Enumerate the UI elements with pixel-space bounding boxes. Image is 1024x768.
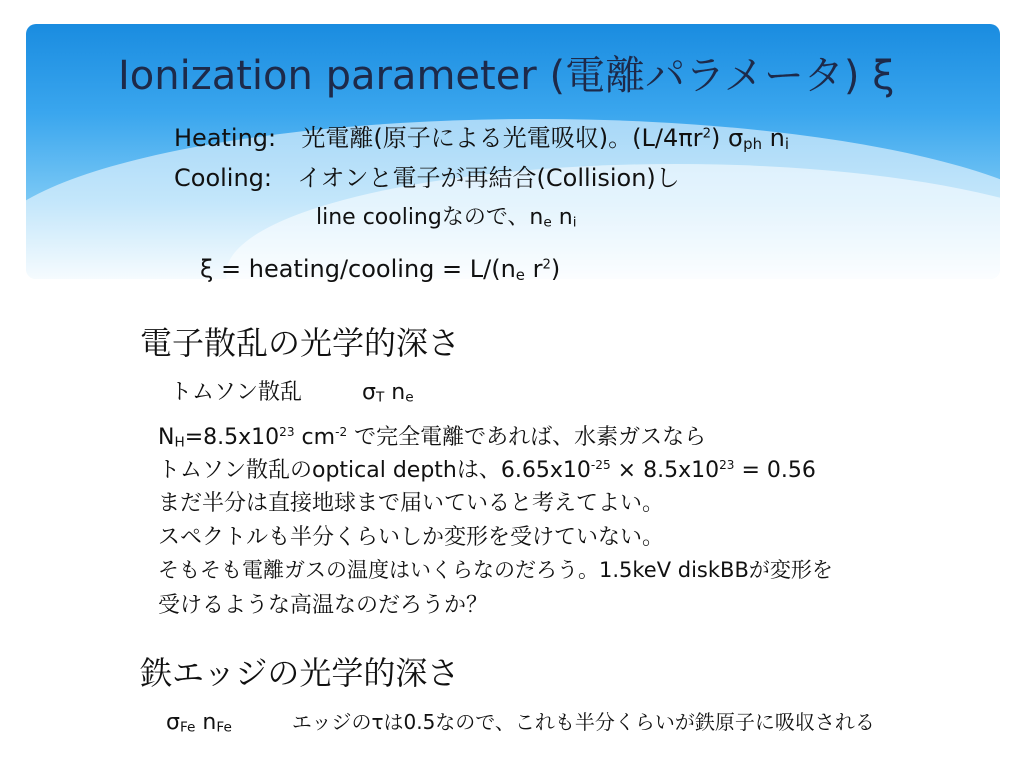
cooling-sub-e: e xyxy=(543,214,552,231)
body-line-1 xyxy=(158,420,706,451)
heating-sub-i: i xyxy=(784,134,790,153)
heating-tail: n xyxy=(762,124,785,152)
heating-line xyxy=(174,118,789,153)
cooling-label: Cooling: xyxy=(174,164,272,192)
iron-edge-text: エッジのτは0.5なので、これも半分くらいが鉄原子に吸収される xyxy=(291,710,875,734)
heating-after: ) σ xyxy=(710,124,744,152)
xi-formula xyxy=(200,255,560,284)
n-e-sub: e xyxy=(405,389,414,406)
sigma-t-sub: T xyxy=(375,389,385,406)
cooling-line xyxy=(174,158,680,193)
thomson-line xyxy=(170,375,414,406)
nh-value: =8.5x10 xyxy=(184,425,280,450)
iron-edge-line xyxy=(166,706,875,736)
xi-pre: ξ = heating/cooling = L/(n xyxy=(200,255,516,283)
nh-unit: cm xyxy=(294,425,336,450)
body-line-3: まだ半分は直接地球まで届いていると考えてよい。 xyxy=(158,491,665,516)
heating-sup: 2 xyxy=(702,126,711,142)
heating-sub-ph: ph xyxy=(743,134,763,153)
electron-scattering-heading: 電子散乱の光学的深さ xyxy=(140,324,461,362)
xi-mid: r xyxy=(524,255,543,283)
cooling-line2-text: line coolingなので、n xyxy=(316,205,544,230)
xi-post: ) xyxy=(550,255,561,283)
body-line-4: スペクトルも半分くらいしか変形を受けていない。 xyxy=(158,525,665,550)
slide-title: Ionization parameter (電離パラメータ) ξ xyxy=(118,53,895,99)
nh-exp-2: 23 xyxy=(719,458,735,473)
xi-sub-e: e xyxy=(515,265,525,284)
nh-sub: H xyxy=(174,434,185,451)
heating-label: Heating: xyxy=(174,124,277,152)
nh-symbol: N xyxy=(158,425,175,450)
sigma-exp: -25 xyxy=(590,458,611,473)
body-line-2-mid: × 8.5x10 xyxy=(610,458,720,483)
sigma-fe-sub: Fe xyxy=(179,719,196,736)
sigma-t: σ xyxy=(362,380,376,405)
nh-exp: 23 xyxy=(279,425,295,440)
sigma-fe: σ xyxy=(166,710,180,735)
body-line-2-result: = 0.56 xyxy=(734,458,816,483)
iron-edge-heading: 鉄エッジの光学的深さ xyxy=(140,654,460,692)
cooling-line-2 xyxy=(316,200,576,231)
body-line-5: そもそも電離ガスの温度はいくらなのだろう。1.5keV diskBBが変形を xyxy=(158,558,833,582)
cooling-sub-i: i xyxy=(572,214,577,231)
body-line-6: 受けるような高温なのだろうか？ xyxy=(158,593,489,618)
nh-unit-exp: -2 xyxy=(335,425,348,440)
cooling-line2-mid: n xyxy=(551,205,573,230)
body-line-2-text: トムソン散乱のoptical depthは、6.65x10 xyxy=(158,458,591,483)
body-line-1-text: で完全電離であれば、水素ガスなら xyxy=(347,425,707,450)
n-fe: n xyxy=(195,710,217,735)
xi-sup-2: 2 xyxy=(542,257,551,273)
heating-text: 光電離(原子による光電吸収)。(L/4πr xyxy=(301,124,703,152)
cooling-text: イオンと電子が再結合(Collision)し xyxy=(297,164,680,192)
thomson-label: トムソン散乱 xyxy=(170,380,303,405)
n-e: n xyxy=(384,380,406,405)
n-fe-sub: Fe xyxy=(216,719,232,736)
body-line-2 xyxy=(158,453,816,484)
